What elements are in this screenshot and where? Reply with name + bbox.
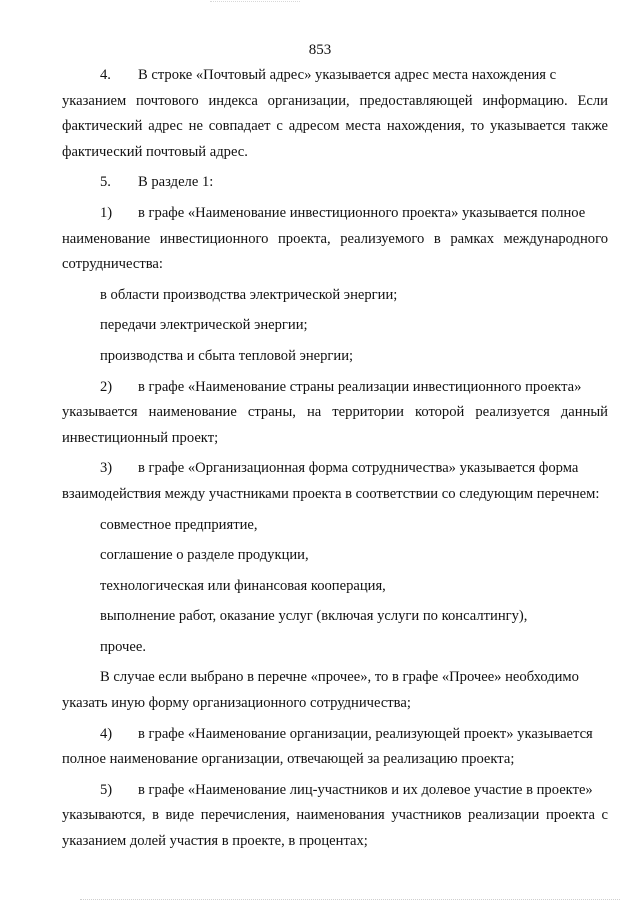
item-number: 2) bbox=[100, 378, 113, 395]
item-number: 1) bbox=[100, 204, 113, 221]
paragraph-5 bbox=[62, 170, 608, 196]
scan-artifact-bottom bbox=[80, 899, 620, 903]
item-lead: в графе «Наименование страны реализации инвестиционного проекта» bbox=[138, 378, 582, 395]
item-3 bbox=[62, 456, 608, 507]
other-note bbox=[62, 665, 608, 716]
item-5 bbox=[62, 778, 608, 855]
item-rest: указывается наименование страны, на территории которой реализуется данный инвестиционный проект; bbox=[62, 404, 608, 446]
item-number: 4) bbox=[100, 725, 113, 742]
item-1 bbox=[62, 201, 608, 278]
list-item: прочее. bbox=[100, 638, 146, 655]
item-rest: наименование инвестиционного проекта, реализуемого в рамках международного сотрудничества: bbox=[62, 230, 608, 273]
list-item: выполнение работ, оказание услуг (включая услуги по консалтингу), bbox=[100, 608, 528, 625]
item-4 bbox=[62, 722, 608, 773]
paragraph-number: 5. bbox=[100, 174, 111, 191]
item-rest: полное наименование организации, отвечающей за реализацию проекта; bbox=[62, 751, 515, 768]
item-rest: указываются, в виде перечисления, наименования участников реализации проекта с указанием долей участия в проекте, в процентах; bbox=[62, 807, 608, 850]
document-body bbox=[62, 63, 608, 855]
list-item: в области производства электрической энергии; bbox=[100, 286, 398, 303]
other-note-lead: В случае если выбрано в перечне «прочее», то в графе «Прочее» необходимо bbox=[100, 669, 579, 686]
other-note-rest: указать иную форму организационного сотрудничества; bbox=[62, 695, 411, 712]
item-lead: в графе «Наименование организации, реализующей проект» указывается bbox=[138, 725, 593, 742]
paragraph-rest: указанием почтового индекса организации, предоставляющей информацию. Если фактический адрес не совпадает с адресом места нахождения, то указывается также фактический почтовый адрес. bbox=[62, 92, 608, 160]
item-rest: взаимодействия между участниками проекта в соответствии со следующим перечнем: bbox=[62, 485, 600, 502]
list-item: производства и сбыта тепловой энергии; bbox=[100, 347, 354, 364]
item-lead: в графе «Наименование лиц-участников и их долевое участие в проекте» bbox=[138, 781, 593, 798]
item-number: 3) bbox=[100, 460, 113, 477]
list-item: соглашение о разделе продукции, bbox=[100, 547, 309, 564]
list-item: совместное предприятие, bbox=[100, 516, 258, 533]
item-lead: в графе «Организационная форма сотрудничества» указывается форма bbox=[138, 460, 579, 477]
paragraph-text: В разделе 1: bbox=[138, 174, 214, 191]
paragraph-lead: В строке «Почтовый адрес» указывается адрес места нахождения с bbox=[138, 67, 557, 83]
list-item: технологическая или финансовая кооперация, bbox=[100, 577, 386, 594]
item-lead: в графе «Наименование инвестиционного проекта» указывается полное bbox=[138, 204, 586, 221]
item-number: 5) bbox=[100, 781, 113, 798]
page-number: 853 bbox=[308, 42, 332, 58]
scan-artifact-top bbox=[210, 1, 300, 4]
item-2 bbox=[62, 375, 608, 452]
paragraph-number: 4. bbox=[100, 67, 111, 83]
paragraph-4 bbox=[62, 63, 608, 165]
list-item: передачи электрической энергии; bbox=[100, 317, 308, 334]
